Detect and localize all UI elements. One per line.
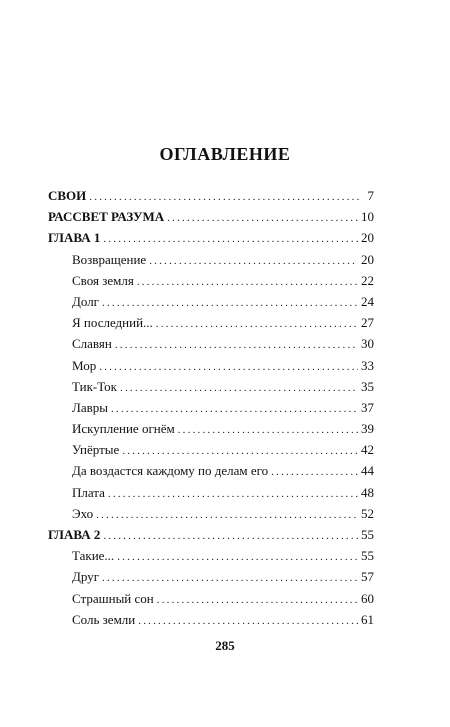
toc-entry-page-number: 42 <box>361 442 374 458</box>
toc-subsection-entry <box>48 333 374 354</box>
dot-leader <box>108 484 358 505</box>
toc-entry-label: ГЛАВА 2 <box>48 527 101 542</box>
page-number: 285 <box>215 638 235 653</box>
toc-subsection-entry <box>48 249 374 270</box>
dot-leader <box>102 568 358 589</box>
toc-subsection-entry <box>48 460 374 481</box>
toc-subsection-entry <box>48 545 374 566</box>
toc-entry-label: Упёртые <box>72 442 120 458</box>
toc-subsection-entry <box>48 566 374 587</box>
toc-entry-page-number: 7 <box>367 188 374 203</box>
toc-entry-page-number: 30 <box>361 336 374 352</box>
toc-entry-page-number: 10 <box>361 209 374 225</box>
toc-entry-label: Такие... <box>72 548 115 564</box>
toc-entry-label: Тик-Ток <box>72 378 117 394</box>
toc-entry-label: Друг <box>72 569 100 585</box>
toc-entry-label: Своя земля <box>72 272 134 288</box>
toc-entry-label: Плата <box>72 484 105 500</box>
toc-entry-label: Мор <box>72 357 97 373</box>
toc-subsection-entry <box>48 503 374 524</box>
dot-leader <box>138 611 358 632</box>
toc-subsection-entry <box>48 418 374 439</box>
toc-entry-page-number: 39 <box>361 421 374 437</box>
dot-leader <box>157 590 358 611</box>
table-of-contents <box>48 185 374 630</box>
dot-leader <box>149 251 358 272</box>
toc-title: ОГЛАВЛЕНИЕ <box>159 144 291 164</box>
toc-entry-page-number: 61 <box>361 611 374 627</box>
toc-section-entry <box>48 524 374 545</box>
toc-entry-page-number: 27 <box>361 315 374 331</box>
toc-subsection-entry <box>48 397 374 418</box>
dot-leader <box>167 208 358 229</box>
toc-subsection-entry <box>48 609 374 630</box>
toc-entry-page-number: 48 <box>361 484 374 500</box>
dot-leader <box>122 441 358 462</box>
toc-entry-label: Славян <box>72 336 112 352</box>
toc-entry-page-number: 37 <box>361 399 374 415</box>
toc-subsection-entry <box>48 588 374 609</box>
toc-section-entry <box>48 185 374 206</box>
toc-entry-page-number: 20 <box>361 251 374 267</box>
dot-leader <box>102 293 358 314</box>
toc-entry-page-number: 52 <box>361 505 374 521</box>
toc-subsection-entry <box>48 291 374 312</box>
toc-entry-page-number: 55 <box>361 527 374 542</box>
toc-entry-page-number: 33 <box>361 357 374 373</box>
dot-leader <box>103 229 358 250</box>
dot-leader <box>89 187 359 208</box>
toc-subsection-entry <box>48 355 374 376</box>
dot-leader <box>178 420 358 441</box>
toc-entry-page-number: 55 <box>361 548 374 564</box>
toc-entry-label: Страшный сон <box>72 590 154 606</box>
dot-leader <box>99 357 358 378</box>
toc-entry-label: Долг <box>72 293 100 309</box>
toc-subsection-entry <box>48 482 374 503</box>
dot-leader <box>96 505 358 526</box>
toc-subsection-entry <box>48 376 374 397</box>
toc-entry-label: Возвращение <box>72 251 147 267</box>
toc-subsection-entry <box>48 439 374 460</box>
toc-section-entry <box>48 227 374 248</box>
dot-leader <box>117 547 358 568</box>
toc-entry-page-number: 57 <box>361 569 374 585</box>
toc-entry-label: Искупление огнём <box>72 421 175 437</box>
dot-leader <box>156 314 358 335</box>
toc-entry-label: Соль земли <box>72 611 136 627</box>
toc-entry-page-number: 60 <box>361 590 374 606</box>
toc-entry-label: Я последний... <box>72 315 153 331</box>
dot-leader <box>137 272 358 293</box>
toc-entry-page-number: 22 <box>361 272 374 288</box>
toc-entry-label: РАССВЕТ РАЗУМА <box>48 209 165 225</box>
toc-entry-label: Да воздастся каждому по делам его <box>72 463 269 479</box>
toc-entry-label: СВОИ <box>48 188 87 203</box>
dot-leader <box>111 399 358 420</box>
toc-entry-page-number: 20 <box>361 230 374 246</box>
toc-entry-label: Лавры <box>72 399 108 415</box>
toc-entry-label: Эхо <box>72 505 94 521</box>
dot-leader <box>120 378 358 399</box>
dot-leader <box>271 462 358 483</box>
toc-subsection-entry <box>48 270 374 291</box>
toc-subsection-entry <box>48 312 374 333</box>
toc-entry-page-number: 24 <box>361 293 374 309</box>
toc-entry-label: ГЛАВА 1 <box>48 230 101 246</box>
dot-leader <box>103 526 358 547</box>
dot-leader <box>115 335 358 356</box>
toc-section-entry <box>48 206 374 227</box>
toc-entry-page-number: 44 <box>361 463 374 479</box>
toc-entry-page-number: 35 <box>361 378 374 394</box>
